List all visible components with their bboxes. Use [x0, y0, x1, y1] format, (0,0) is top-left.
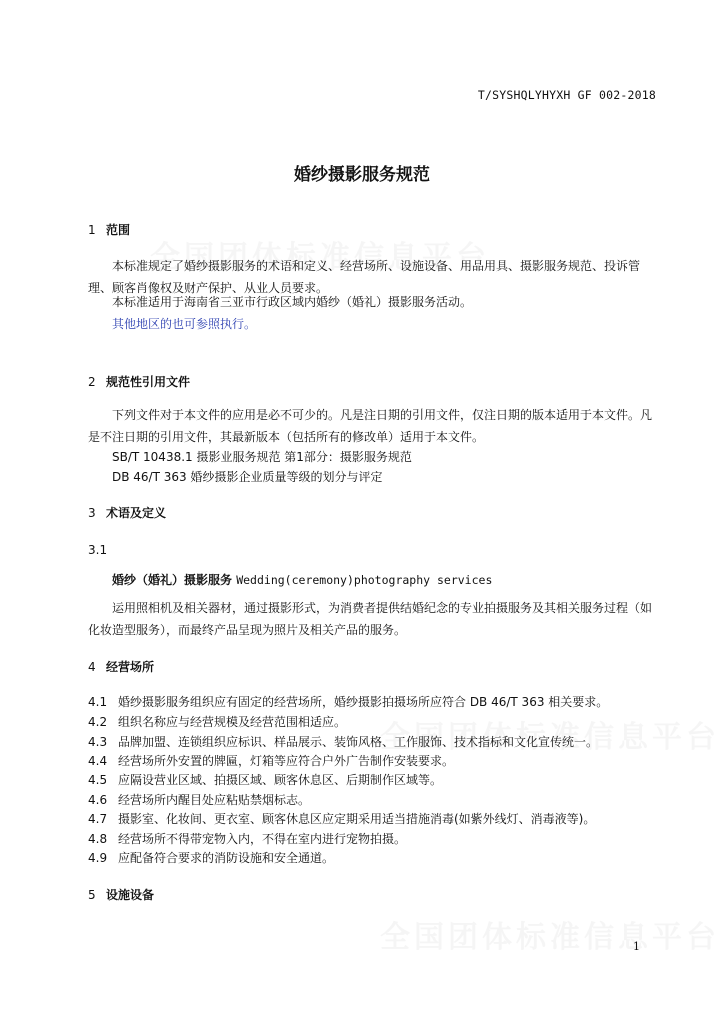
term-number: 3.1: [88, 543, 108, 557]
list-item: 4.7 摄影室、化妆间、更衣室、顾客休息区应定期采用适当措施消毒(如紫外线灯、消毒液等)。: [88, 812, 596, 826]
watermark: [380, 912, 720, 956]
reference-item: DB 46/T 363 婚纱摄影企业质量等级的划分与评定: [112, 470, 383, 484]
section-heading-2: 2 规范性引用文件: [88, 375, 191, 389]
section-heading-3: 3 术语及定义: [88, 506, 167, 520]
section-1-paragraph-2: 本标准适用于海南省三亚市行政区域内婚纱（婚礼）摄影服务活动。: [112, 295, 473, 309]
document-title: 婚纱摄影服务规范: [294, 165, 430, 185]
list-item: 4.3 品牌加盟、连锁组织应标识、样品展示、装饰风格、工作服饰、技术指标和文化宣传统一。: [88, 735, 599, 749]
list-item: 4.9 应配备符合要求的消防设施和安全通道。: [88, 851, 335, 865]
list-item: 4.4 经营场所外安置的牌匾，灯箱等应符合户外广告制作安装要求。: [88, 754, 455, 768]
term-definition: 运用照相机及相关器材，通过摄影形式，为消费者提供结婚纪念的专业拍摄服务及其相关服务过程（如化妆造型服务），而最终产品呈现为照片及相关产品的服务。: [88, 601, 653, 637]
term-title: 婚纱（婚礼）摄影服务 Wedding(ceremony)photography services: [112, 573, 493, 587]
list-item: 4.6 经营场所内醒目处应粘贴禁烟标志。: [88, 793, 311, 807]
list-item: 4.2 组织名称应与经营规模及经营范围相适应。: [88, 715, 347, 729]
list-item: 4.8 经营场所不得带宠物入内，不得在室内进行宠物拍摄。: [88, 832, 407, 846]
section-heading-4: 4 经营场所: [88, 660, 155, 674]
section-heading-5: 5 设施设备: [88, 888, 155, 902]
section-1-paragraph-3: 其他地区的也可参照执行。: [112, 317, 257, 331]
section-1-paragraph-1: 本标准规定了婚纱摄影服务的术语和定义、经营场所、设施设备、用品用具、摄影服务规范、投诉管理、顾客肖像权及财产保护、从业人员要求。: [88, 259, 641, 295]
page-number: 1: [633, 940, 640, 953]
section-2-paragraph-1: 下列文件对于本文件的应用是必不可少的。凡是注日期的引用文件，仅注日期的版本适用于本文件。凡是不注日期的引用文件，其最新版本（包括所有的修改单）适用于本文件。: [88, 408, 653, 444]
list-item: 4.1 婚纱摄影服务组织应有固定的经营场所，婚纱摄影拍摄场所应符合 DB 46/T 363 相关要求。: [88, 695, 609, 709]
document-number: T/SYSHQLYHYXH GF 002-2018: [477, 88, 656, 102]
section-heading-1: 1 范围: [88, 223, 131, 237]
reference-item: SB/T 10438.1 摄影业服务规范 第1部分：摄影服务规范: [112, 450, 412, 464]
list-item: 4.5 应隔设营业区域、拍摄区域、顾客休息区、后期制作区域等。: [88, 773, 443, 787]
